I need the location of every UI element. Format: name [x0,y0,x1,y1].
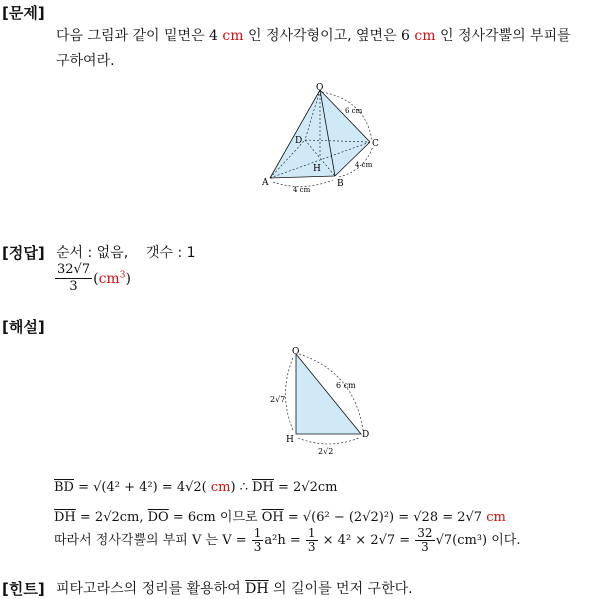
problem-unit: cm [222,28,244,44]
solution-expr: √7(cm³) 이다. [435,533,521,548]
answer-meta [56,242,196,262]
frac-num: 32 [417,526,433,540]
answer-denominator: 3 [69,279,78,294]
solution-expr: 따라서 정사각뿔의 부피 V 는 V = [54,533,251,548]
label-c: C [372,139,379,149]
seg-do: $\overline{DO}$ [147,510,169,525]
frac-den: 3 [421,540,429,554]
hint-label: [힌트] [2,580,45,598]
seg-dh: $\overline{DH}$ [245,581,269,597]
seg-dh: $\overline{DH}$ [54,510,76,525]
solution-expr: = √(4² + 4²) = 4√2( [73,480,207,495]
label-a: A [262,178,269,188]
problem-line-1 [56,25,571,45]
problem-text: 인 정사각뿔의 부피를 [435,28,571,44]
solution-unit: cm [486,510,506,525]
right-triangle [296,354,361,434]
solution-expr: × 4² × 2√7 = [318,533,415,548]
answer-count: 갯수 : 1 [145,245,196,261]
solution-line-2 [54,506,506,525]
tri-label-hyp: 6 cm [336,381,356,390]
frac-num: 1 [253,526,262,540]
problem-unit: cm [414,28,436,44]
tri-label-d: D [362,430,370,440]
solution-expr: = √(6² − (2√2)²) = √28 = 2√7 [283,510,487,525]
frac-num: 1 [307,526,316,540]
label-side-right: 4 cm [355,161,373,169]
solution-expr: ) ∴ [230,480,253,495]
solution-label: [해설] [2,318,45,336]
solution-expr: = 2√2cm, [75,510,148,525]
solution-line-3 [54,526,520,556]
tri-label-left: 2√7 [270,395,286,404]
problem-number: 6 [401,28,410,44]
answer-unit-exp: 3 [119,269,126,280]
seg-dh: $\overline{DH}$ [252,480,274,495]
label-side-bottom: 4 cm [293,186,311,194]
answer-label: [정답] [2,244,45,262]
tri-label-bottom: 2√2 [318,447,334,456]
problem-number: 4 [209,28,218,44]
answer-value: $\frac{32√7}{3}$ $(cm^3)$ [57,262,131,294]
solution-expr: = 2√2cm [273,480,338,495]
label-edge: 6 cm [345,107,363,115]
triangle-figure [266,344,378,460]
answer-numerator: 32√7 [57,262,91,277]
problem-text: 인 정사각형이고, 옆면은 [243,28,402,44]
pyramid-figure [255,82,385,194]
answer-order: 순서 : 없음, [56,245,129,261]
solution-line-1 [54,480,337,495]
hint-text-part: 피타고라스의 정리를 활용하여 [56,581,246,597]
frac-den: 3 [307,540,316,554]
hint-text [56,578,413,598]
label-d: D [295,136,303,146]
label-b: B [337,179,344,189]
solution-expr: = 6cm 이므로 [168,510,262,525]
label-o: O [316,83,324,93]
solution-expr: a²h = [264,533,305,548]
hint-text-part: 의 길이를 먼저 구한다. [268,581,413,597]
tri-label-h: H [286,435,294,445]
frac-den: 3 [253,540,262,554]
solution-unit: cm [210,480,231,495]
problem-label: [문제] [2,4,45,22]
tri-label-o: O [292,347,300,357]
problem-text: 다음 그림과 같이 밑면은 [56,28,210,44]
problem-line-2: 구하여라. [56,53,115,69]
answer-unit: cm [98,270,120,287]
seg-bd: $\overline{BD}$ [54,480,74,495]
seg-oh: $\overline{OH}$ [261,510,284,525]
label-h: H [313,164,321,174]
